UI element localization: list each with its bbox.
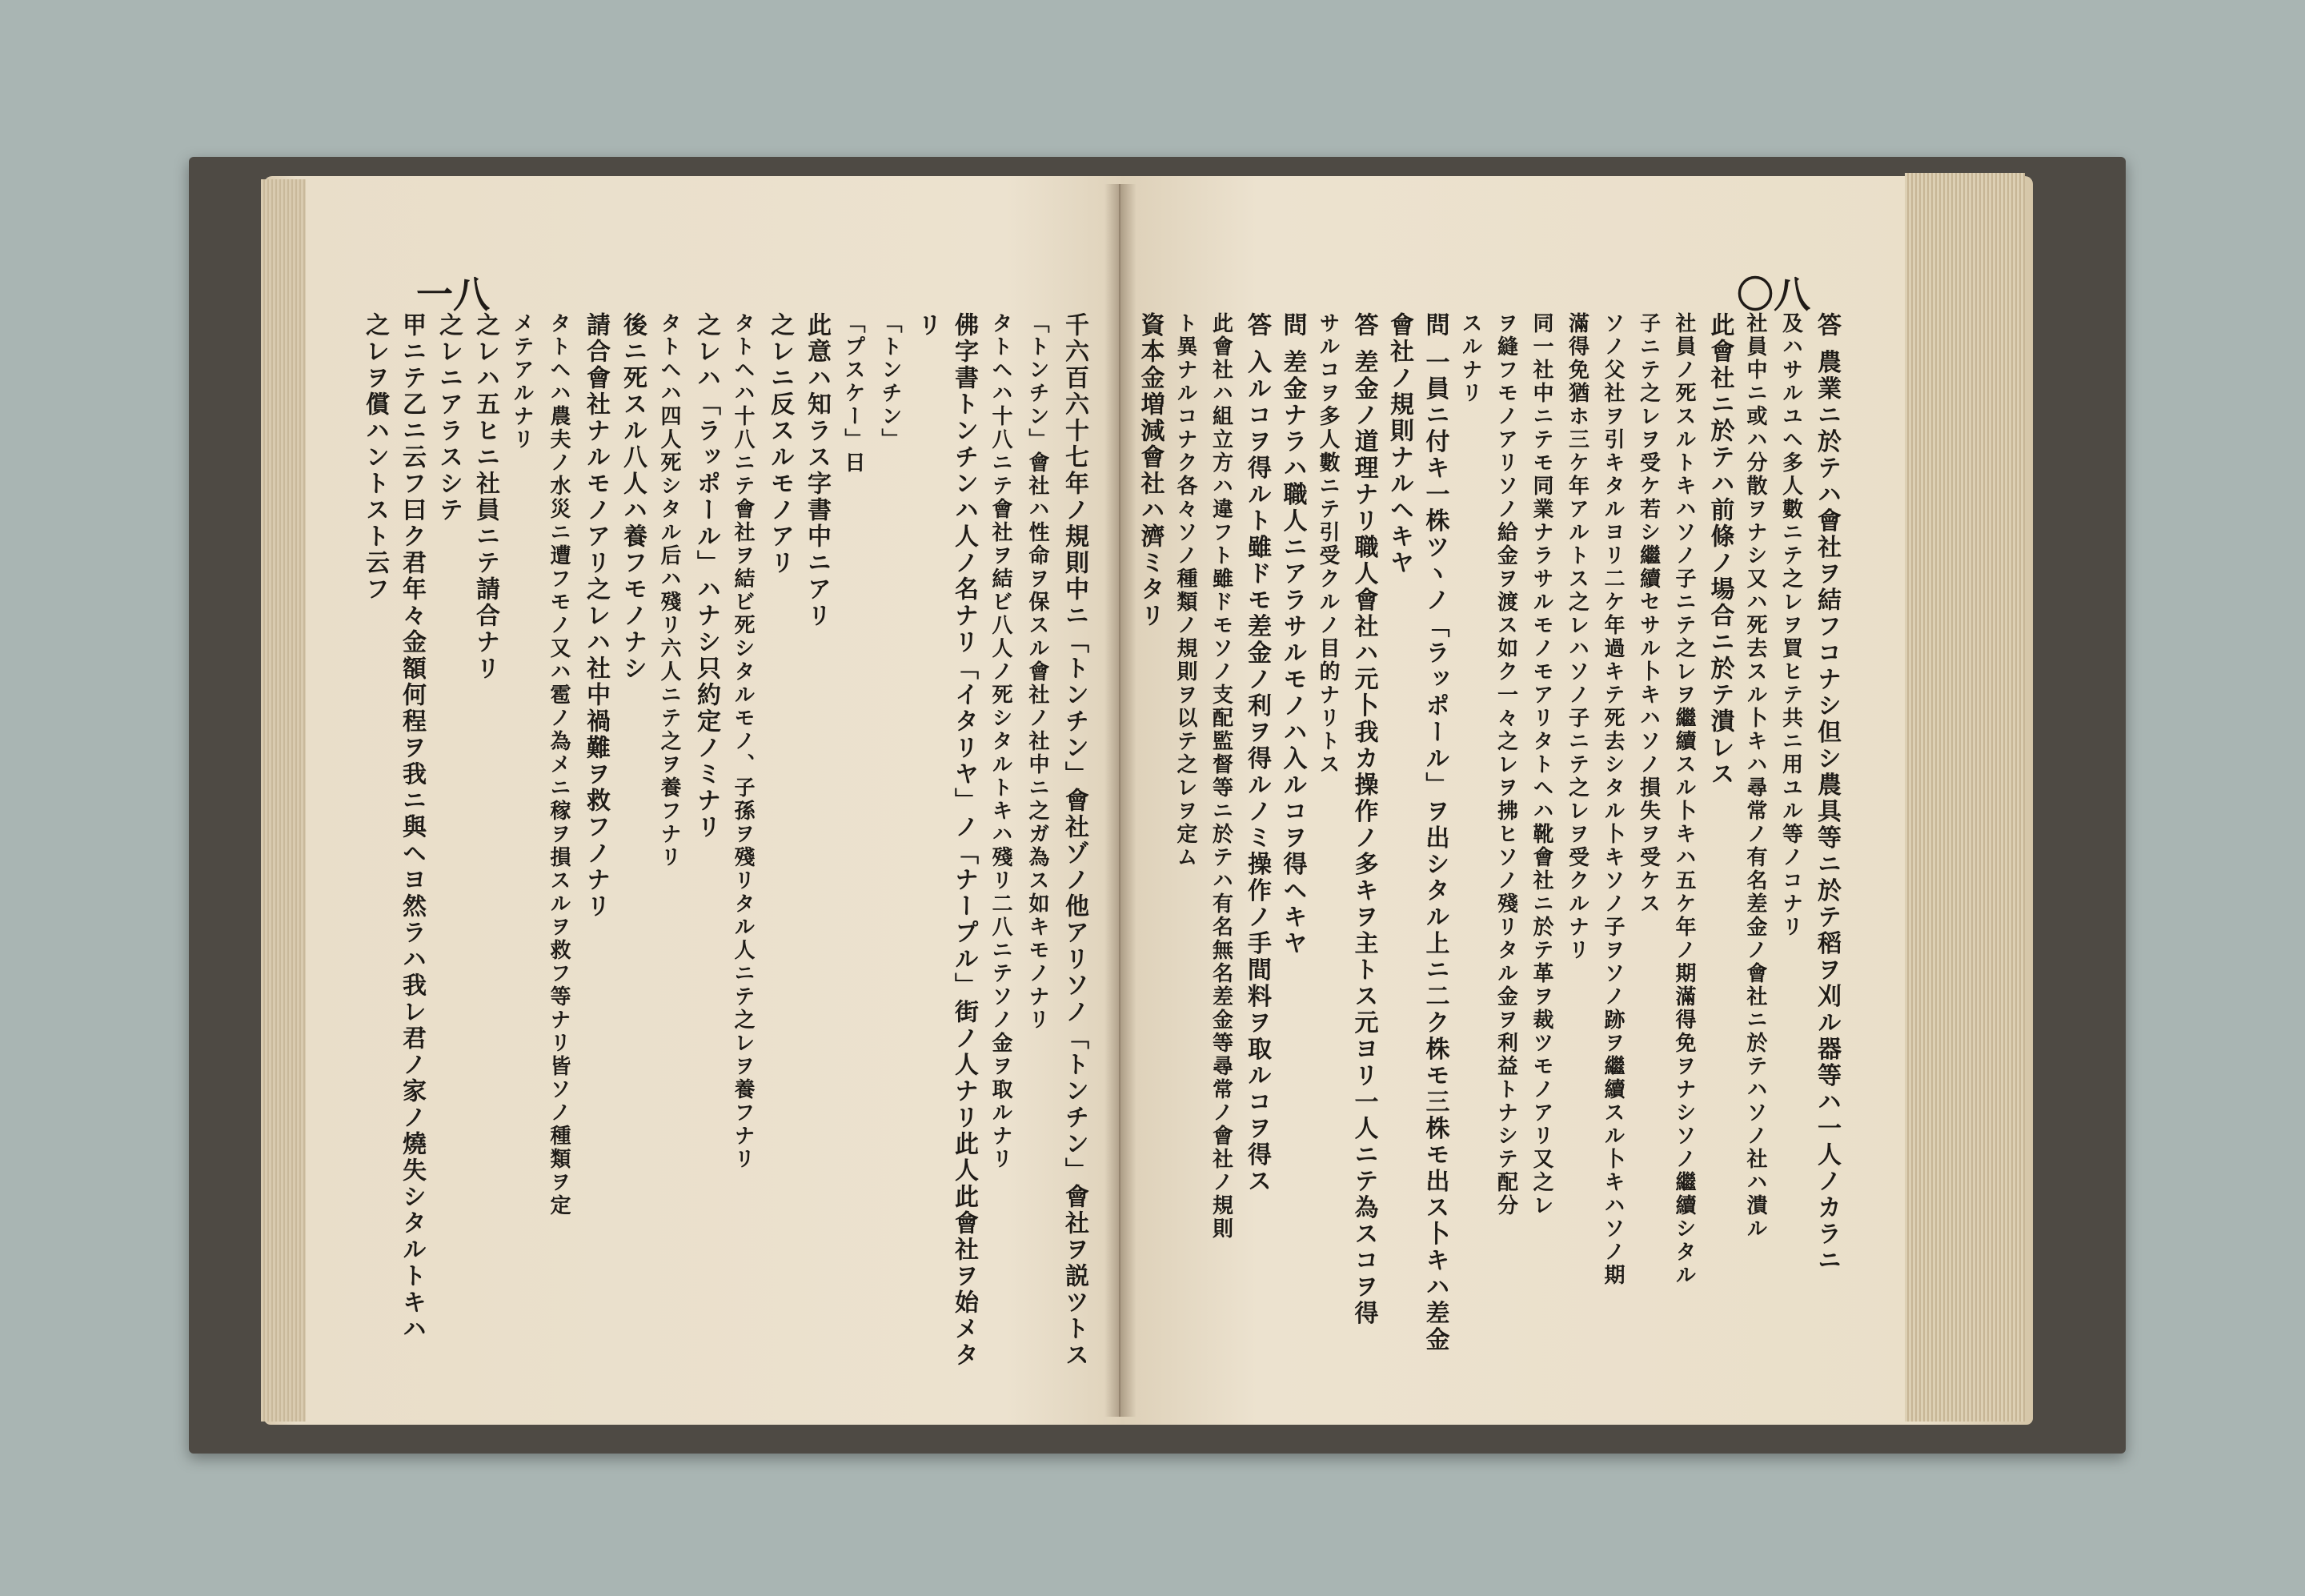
spine-line	[1119, 184, 1120, 1417]
text-column: 後ニ死スル八人ハ養フモノナシ	[619, 312, 647, 682]
text-column: 之レニ反スルモノアリ	[766, 312, 794, 576]
text-column: タトヘハ十八ニテ會社ヲ結ビ八人ノ死シタルトキハ殘リ二八ニテソノ金ヲ取ルナリ	[988, 312, 1012, 1171]
text-column: 之レハ五ヒニ社員ニテ請合ナリ	[471, 312, 499, 682]
text-column: 子ニテ之レヲ受ケ若シ繼續セサル卜キハソノ損失ヲ受ケス	[1636, 312, 1661, 916]
text-column: 問 差金ナラハ職人ニアラサルモノハ入ルコヲ得ヘキヤ	[1279, 312, 1307, 957]
text-column: 之レニアラスシテ	[435, 312, 463, 523]
text-column: 及ハサルユヘ多人數ニテ之レヲ買ヒテ共ニ用ユル等ノコナリ	[1778, 312, 1803, 939]
page-number-left: 一八	[416, 273, 490, 316]
text-column: メテアルナリ	[510, 312, 534, 451]
text-column: 答 差金ノ道理ナリ職人會社ハ元卜我カ操作ノ多キヲ主トス元ヨリ一人ニテ為スコヲ得	[1350, 312, 1378, 1327]
text-column: 千六百六十七年ノ規則中ニ「トンチン」會社ゾノ他アリソノ「トンチン」會社ヲ説ツトス	[1060, 312, 1088, 1369]
text-column: 「トンチン」	[878, 312, 902, 451]
text-column: 甲ニテ乙ニ云フ曰ク君年々金額何程ヲ我ニ與ヘヨ然ラハ我レ君ノ家ノ燒失シタルトキハ	[398, 312, 426, 1342]
text-column: 佛字書トンチンハ人ノ名ナリ「イタリヤ」ノ「ナープル」街ノ人ナリ此人此會社ヲ始メタ	[950, 312, 978, 1369]
right-page-text	[1136, 312, 1849, 1377]
right-page-edges	[1905, 173, 2025, 1422]
text-column: タトヘハ十八ニテ會社ヲ結ビ死シタルモノ、子孫ヲ殘リタル人ニテ之レヲ養フナリ	[731, 312, 755, 1171]
text-column: 資本金増減會社ハ濟ミタリ	[1136, 312, 1165, 629]
text-column: 社員ノ死スルトキハソノ子ニテ之レヲ繼續スル卜キハ五ケ年ノ期滿得免ヲナシソノ繼續シタル	[1672, 312, 1696, 1287]
text-column: サルコヲ多人數ニテ引受クルノ目的ナリトス	[1316, 312, 1340, 776]
text-column: タトヘハ農夫ノ水災ニ遭フモノ又ハ雹ノ為メニ稼ヲ損スルヲ救フ等ナリ皆ソノ種類ヲ定	[547, 312, 571, 1217]
text-column: 滿得免猶ホ三ケ年アルトス之レハソノ子ニテ之レヲ受クルナリ	[1565, 312, 1589, 962]
text-column: ト異ナルコナク各々ソノ種類ノ規則ヲ以テ之レヲ定ム	[1173, 312, 1197, 869]
text-column: 答 農業ニ於テハ會社ヲ結フコナシ但シ農具等ニ於テ稻ヲ刈ル器等ハ一人ノカラニ	[1813, 312, 1841, 1274]
text-column: 之レハ「ラッポール」ハナシ只約定ノミナリ	[692, 312, 720, 840]
text-column: スルナリ	[1458, 312, 1482, 405]
text-column: リ	[913, 312, 941, 339]
text-column: タトヘハ四人死シタル后ハ殘リ六人ニテ之ヲ養フナリ	[657, 312, 681, 869]
text-column: 「トンチン」會社ハ性命ヲ保スル會社ノ社中ニ之ガ為ス如キモノナリ	[1025, 312, 1049, 1032]
text-column: 同一社中ニテモ同業ナラサルモノモアリタトヘハ靴會社ニ於テ革ヲ裁ツモノアリ又之レ	[1529, 312, 1553, 1217]
text-column: 問 一員ニ付キ一株ツヽノ「ラッポール」ヲ出シタル上ニ二ク株モ三株モ出ス卜キハ差金	[1421, 312, 1449, 1353]
left-page-text	[360, 312, 1096, 1377]
book-gutter	[1104, 184, 1136, 1417]
text-column: 請合會社ナルモノアリ之レハ社中禍難ヲ救フノナリ	[582, 312, 610, 920]
left-page-edges	[261, 179, 306, 1422]
text-column: ソノ父社ヲ引キタルヨリ二ケ年過キテ死去シタル卜キソノ子ヲソノ跡ヲ繼續スル卜キハソノ期	[1601, 312, 1625, 1287]
text-column: 之レヲ償ハントスト云フ	[361, 312, 389, 603]
text-column: 「プスケー」日	[841, 312, 865, 475]
text-column: 此意ハ知ラス字書中ニアリ	[803, 312, 831, 629]
text-column: ヲ縫フモノアリソノ給金ヲ渡ス如ク一々之レヲ拂ヒソノ殘リタル金ヲ利益トナシテ配分	[1493, 312, 1518, 1217]
text-column: 答 入ルコヲ得ルト雖ドモ差金ノ利ヲ得ルノミ操作ノ手間料ヲ取ルコヲ得ス	[1243, 312, 1271, 1195]
text-column: 會社ノ規則ナルヘキヤ	[1385, 312, 1413, 576]
page-number-right: 〇八	[1737, 273, 1810, 316]
text-column: 社員中ニ或ハ分散ヲナシ又ハ死去スル卜キハ尋常ノ有名差金ノ會社ニ於テハソノ社ハ潰ル	[1743, 312, 1767, 1241]
text-column: 此會社ニ於テハ前條ノ場合ニ於テ潰レス	[1706, 312, 1734, 788]
text-column: 此會社ハ組立方ハ違フト雖ドモソノ支配監督等ニ於テハ有名無名差金等尋常ノ會社ノ規則	[1209, 312, 1233, 1241]
